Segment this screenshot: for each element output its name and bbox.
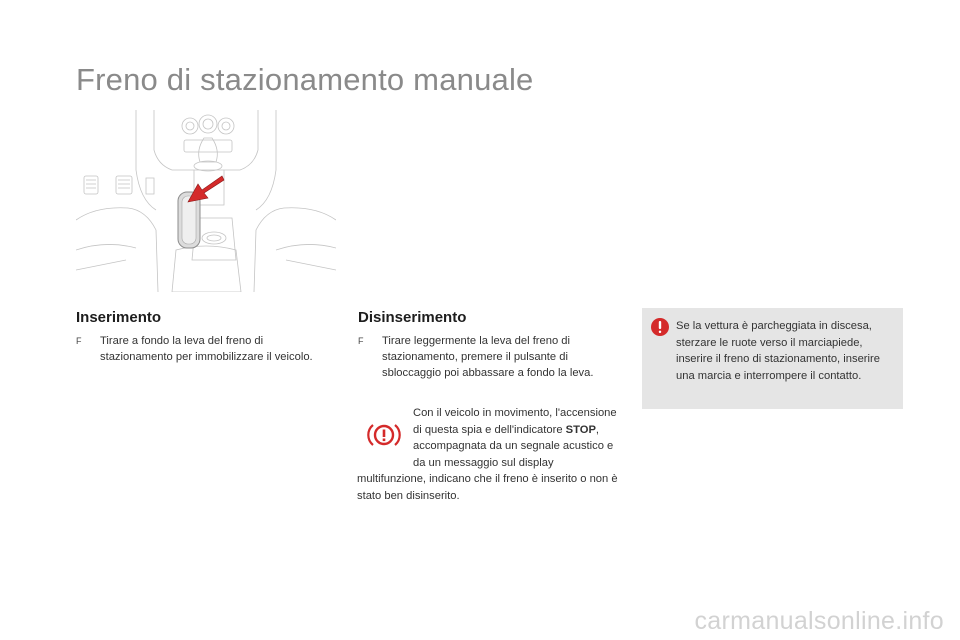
handbrake-illustration: [76, 110, 336, 292]
inserimento-text: Tirare a fondo la leva del freno di stazionamento per immobilizzare il veicolo.: [100, 335, 313, 363]
exclamation-icon: [650, 317, 670, 342]
page-title: Freno di stazionamento manuale: [76, 62, 534, 97]
bullet-mark: F: [76, 336, 82, 346]
inserimento-heading: Inserimento: [76, 309, 162, 326]
warning-lamp-paragraph: [357, 405, 619, 504]
caution-text: Se la vettura è parcheggiata in discesa, sterzare le ruote verso il marciapiede, inserire il freno di stazionamento, inserire una marcia e interrompere il contatto.: [676, 320, 880, 382]
disinserimento-text: Tirare leggermente la leva del freno di stazionamento, premere il pulsante di sbloccaggio poi abbassare a fondo la leva.: [382, 335, 594, 379]
disinserimento-heading: Disinserimento: [358, 309, 467, 326]
inserimento-bullet: [76, 333, 338, 365]
bullet-mark: F: [358, 336, 364, 346]
watermark: carmanualsonline.info: [694, 607, 944, 635]
caution-box: [642, 308, 903, 409]
brake-warning-icon: [359, 405, 409, 465]
stop-indicator-label: STOP: [565, 423, 596, 436]
handbrake-lever-drawing: [76, 110, 336, 292]
disinserimento-bullet: [358, 333, 620, 381]
warning-text-after: , accompagnata da un segnale acustico e da un messaggio sul display multifunzione, indicano che il freno è inserito o non è stato ben disinserito.: [357, 423, 618, 502]
warning-text-before: Con il veicolo in movimento, l'accensione di questa spia e dell'indicatore: [413, 407, 617, 436]
pull-arrow-icon: [188, 176, 224, 202]
